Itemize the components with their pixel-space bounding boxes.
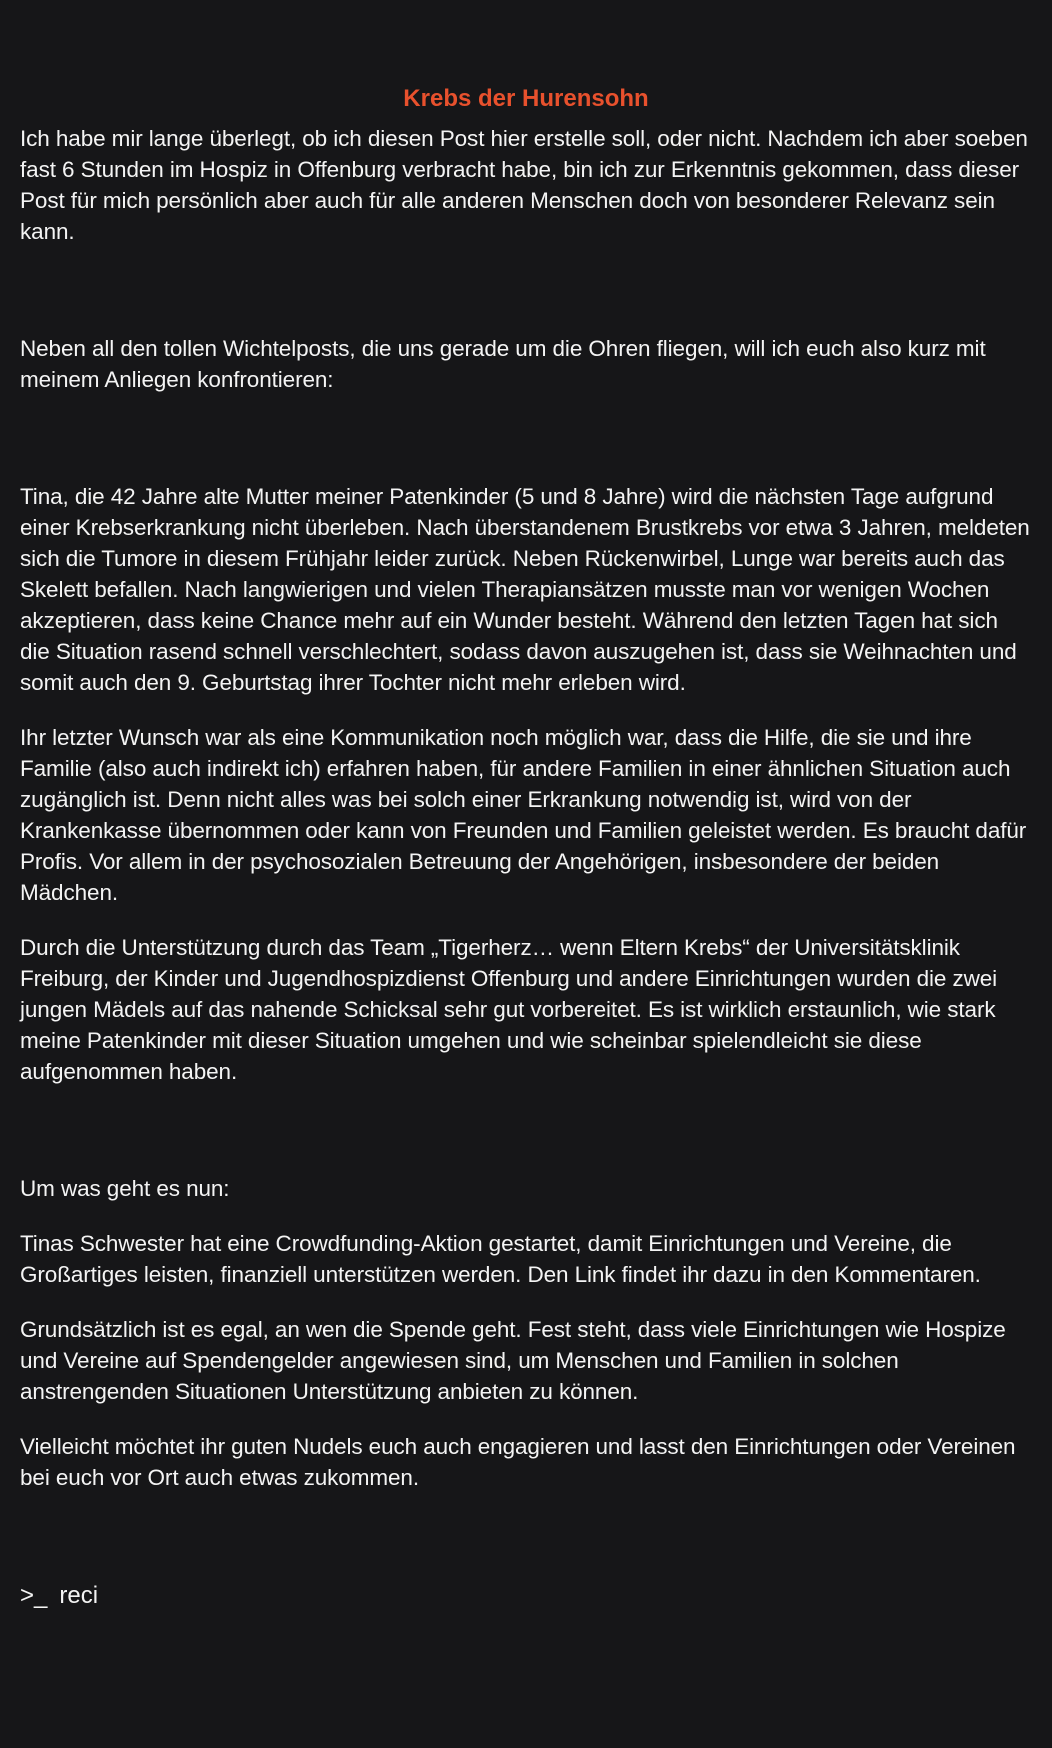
paragraph-um-was-geht-es: Um was geht es nun: <box>20 1176 230 1201</box>
signature <box>20 1580 1032 1611</box>
paragraph-engagieren: Vielleicht möchtet ihr guten Nudels euch auch engagieren und lasst den Einrichtungen oder Vereinen bei euch vor Ort auch etwas zukommen. <box>20 1434 1016 1490</box>
post-title: Krebs der Hurensohn <box>403 85 649 112</box>
paragraph-spende: Grundsätzlich ist es egal, an wen die Spende geht. Fest steht, dass viele Einrichtungen wie Hospize und Vereine auf Spendengelder angewiesen sind, um Menschen und Familien in solchen anstrengenden Situationen Unterstützung anbieten zu können. <box>20 1317 1006 1404</box>
post <box>20 81 1032 1611</box>
paragraph-anliegen: Neben all den tollen Wichtelposts, die uns gerade um die Ohren fliegen, will ich euch also kurz mit meinem Anliegen konfrontieren: <box>20 336 986 392</box>
paragraph-intro: Ich habe mir lange überlegt, ob ich diesen Post hier erstelle soll, oder nicht. Nachdem ich aber soeben fast 6 Stunden im Hospiz in Offenburg verbracht habe, bin ich zur Erkenntnis gekommen, dass dieser Post für mich persönlich aber auch für alle anderen Menschen doch von besonderer Relevanz sein kann. <box>20 126 1028 244</box>
paragraph-unterstuetzung: Durch die Unterstützung durch das Team „Tigerherz… wenn Eltern Krebs“ der Universitätsklinik Freiburg, der Kinder und Jugendhospizdienst Offenburg und andere Einrichtungen wurden die zwei jungen Mädels auf das nahende Schicksal sehr gut vorbereitet. Es ist wirklich erstaunlich, wie stark meine Patenkinder mit dieser Situation umgehen und wie scheinbar spielendleicht sie diese aufgenommen haben. <box>20 935 998 1084</box>
paragraph-crowdfunding: Tinas Schwester hat eine Crowdfunding-Aktion gestartet, damit Einrichtungen und Vereine, die Großartiges leisten, finanziell unterstützen werden. Den Link findet ihr dazu in den Kommentaren. <box>20 1231 981 1287</box>
paragraph-tina: Tina, die 42 Jahre alte Mutter meiner Patenkinder (5 und 8 Jahre) wird die nächsten Tage aufgrund einer Krebserkrankung nicht überleben. Nach überstandenem Brustkrebs vor etwa 3 Jahren, meldeten sich die Tumore in diesem Frühjahr leider zurück. Neben Rückenwirbel, Lunge war bereits auch das Skelett befallen. Nach langwierigen und vielen Therapiansätzen musste man vor wenigen Wochen akzeptieren, dass keine Chance mehr auf ein Wunder besteht. Während den letzten Tagen hat sich die Situation rasend schnell verschlechtert, sodass davon auszugehen ist, dass sie Weihnachten und somit auch den 9. Geburtstag ihrer Tochter nicht mehr erleben wird. <box>20 484 1030 695</box>
signature-name: reci <box>59 1582 99 1609</box>
terminal-prompt-icon: >_ <box>20 1582 48 1609</box>
paragraph-wunsch: Ihr letzter Wunsch war als eine Kommunikation noch möglich war, dass die Hilfe, die sie und ihre Familie (also auch indirekt ich) erfahren haben, für andere Familien in einer ähnlichen Situation auch zugänglich ist. Denn nicht alles was bei solch einer Erkrankung notwendig ist, wird von der Krankenkasse übernommen oder kann von Freunden und Familien geleistet werden. Es braucht dafür Profis. Vor allem in der psychosozialen Betreuung der Angehörigen, insbesondere der beiden Mädchen. <box>20 725 1027 905</box>
